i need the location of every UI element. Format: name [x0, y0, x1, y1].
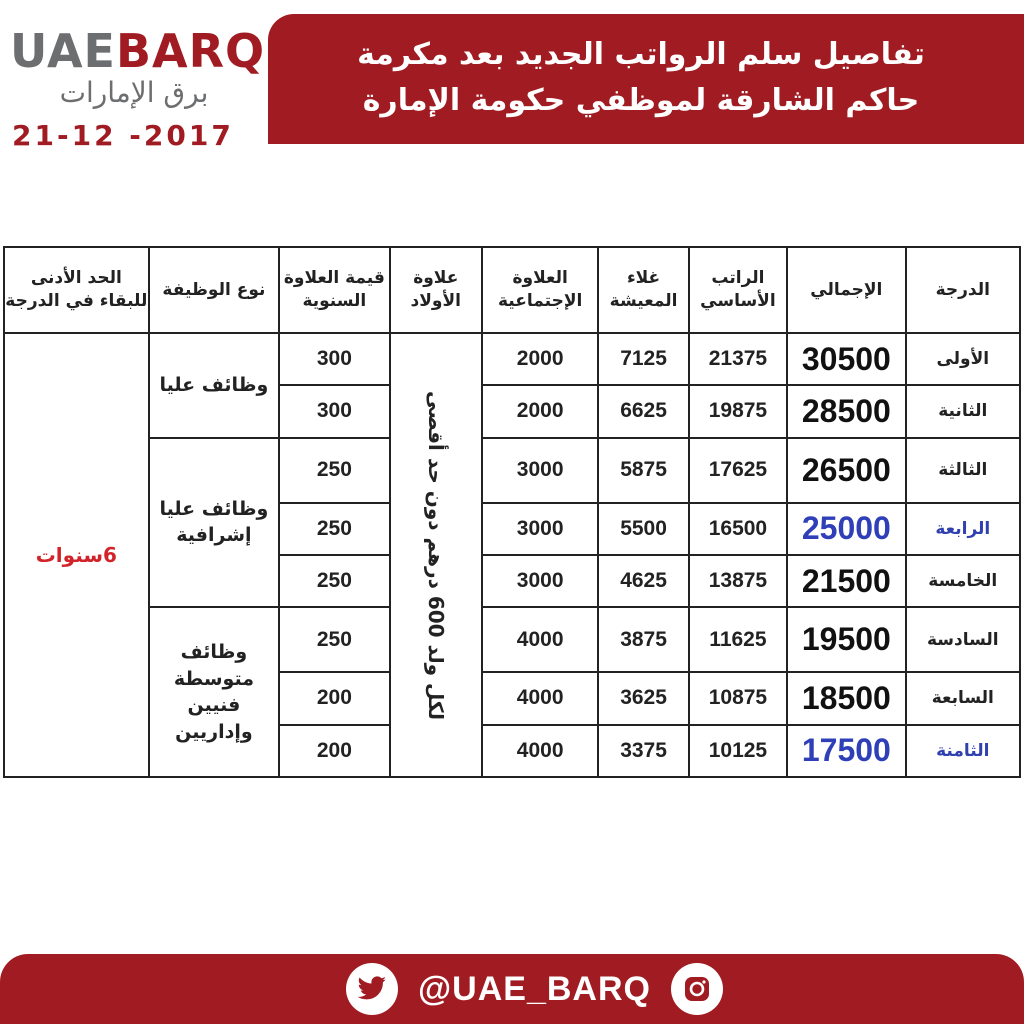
annual-increment-cell: 200: [279, 725, 389, 777]
table-row: [4, 438, 1020, 503]
grade-cell: السابعة: [906, 672, 1020, 724]
table-header-row: [4, 247, 1020, 333]
logo: [0, 14, 268, 152]
grade-cell: الثانية: [906, 385, 1020, 437]
instagram-icon[interactable]: [671, 963, 723, 1015]
social-allowance-cell: 3000: [482, 503, 598, 555]
cost-of-living-cell: 3875: [598, 607, 688, 672]
children-allowance-text: لكل ولد 600 درهم دون حد أقصى: [423, 390, 448, 720]
job-type-senior: وظائف عليا: [149, 333, 280, 438]
annual-increment-cell: 300: [279, 385, 389, 437]
title-line-1: تفاصيل سلم الرواتب الجديد بعد مكرمة: [357, 37, 925, 72]
basic-salary-cell: 10875: [689, 672, 787, 724]
header-children-allowance: علاوة الأولاد: [390, 247, 482, 333]
header-min-stay: الحد الأدنى للبقاء في الدرجة: [4, 247, 149, 333]
grade-cell: الخامسة: [906, 555, 1020, 607]
basic-salary-cell: 17625: [689, 438, 787, 503]
logo-brand-left: UAE: [10, 24, 116, 78]
total-cell: 19500: [787, 607, 905, 672]
social-allowance-cell: 3000: [482, 438, 598, 503]
total-cell: 30500: [787, 333, 905, 385]
cost-of-living-cell: 6625: [598, 385, 688, 437]
header-cost-of-living: غلاء المعيشة: [598, 247, 688, 333]
total-cell: 25000: [787, 503, 905, 555]
annual-increment-cell: 250: [279, 607, 389, 672]
annual-increment-cell: 250: [279, 555, 389, 607]
cost-of-living-cell: 4625: [598, 555, 688, 607]
total-cell: 26500: [787, 438, 905, 503]
header-total: الإجمالي: [787, 247, 905, 333]
social-handle[interactable]: @UAE_BARQ: [418, 969, 651, 1008]
header-grade: الدرجة: [906, 247, 1020, 333]
job-type-mid-technical: وظائف متوسطة فنيين وإداريين: [149, 607, 280, 777]
total-cell: 18500: [787, 672, 905, 724]
cost-of-living-cell: 5500: [598, 503, 688, 555]
cost-of-living-cell: 3625: [598, 672, 688, 724]
annual-increment-cell: 200: [279, 672, 389, 724]
social-allowance-cell: 4000: [482, 725, 598, 777]
children-allowance-cell: [390, 333, 482, 777]
total-cell: 28500: [787, 385, 905, 437]
grade-cell: الثالثة: [906, 438, 1020, 503]
cost-of-living-cell: 7125: [598, 333, 688, 385]
header-job-type: نوع الوظيفة: [149, 247, 280, 333]
social-allowance-cell: 2000: [482, 385, 598, 437]
total-cell: 17500: [787, 725, 905, 777]
annual-increment-cell: 250: [279, 438, 389, 503]
salary-table-container: [3, 246, 1021, 778]
header-annual-increment: قيمة العلاوة السنوية: [279, 247, 389, 333]
social-allowance-cell: 4000: [482, 672, 598, 724]
basic-salary-cell: 13875: [689, 555, 787, 607]
social-handle-group: [346, 960, 723, 1018]
social-allowance-cell: 2000: [482, 333, 598, 385]
header-basic-salary: الراتب الأساسي: [689, 247, 787, 333]
basic-salary-cell: 16500: [689, 503, 787, 555]
min-stay-cell: 6سنوات: [4, 333, 149, 777]
grade-cell: الثامنة: [906, 725, 1020, 777]
annual-increment-cell: 250: [279, 503, 389, 555]
table-row: [4, 607, 1020, 672]
header-social-allowance: العلاوة الإجتماعية: [482, 247, 598, 333]
publish-date: 21-12 -2017: [12, 119, 234, 152]
basic-salary-cell: 11625: [689, 607, 787, 672]
logo-brand: [10, 24, 266, 78]
title-line-2: حاكم الشارقة لموظفي حكومة الإمارة: [362, 83, 920, 118]
page-title: [288, 32, 994, 124]
salary-table: [3, 246, 1021, 778]
basic-salary-cell: 10125: [689, 725, 787, 777]
cost-of-living-cell: 3375: [598, 725, 688, 777]
basic-salary-cell: 19875: [689, 385, 787, 437]
basic-salary-cell: 21375: [689, 333, 787, 385]
logo-brand-arabic: برق الإمارات: [59, 76, 209, 109]
title-banner: [268, 14, 1024, 144]
grade-cell: الرابعة: [906, 503, 1020, 555]
twitter-icon[interactable]: [346, 963, 398, 1015]
twitter-icon-glyph: [357, 976, 387, 1002]
annual-increment-cell: 300: [279, 333, 389, 385]
job-type-senior-supervisory: وظائف عليا إشرافية: [149, 438, 280, 608]
table-row: [4, 333, 1020, 385]
logo-brand-right: BARQ: [115, 24, 266, 78]
social-allowance-cell: 4000: [482, 607, 598, 672]
social-allowance-cell: 3000: [482, 555, 598, 607]
grade-cell: الأولى: [906, 333, 1020, 385]
total-cell: 21500: [787, 555, 905, 607]
cost-of-living-cell: 5875: [598, 438, 688, 503]
grade-cell: السادسة: [906, 607, 1020, 672]
instagram-icon-glyph: [682, 974, 712, 1004]
